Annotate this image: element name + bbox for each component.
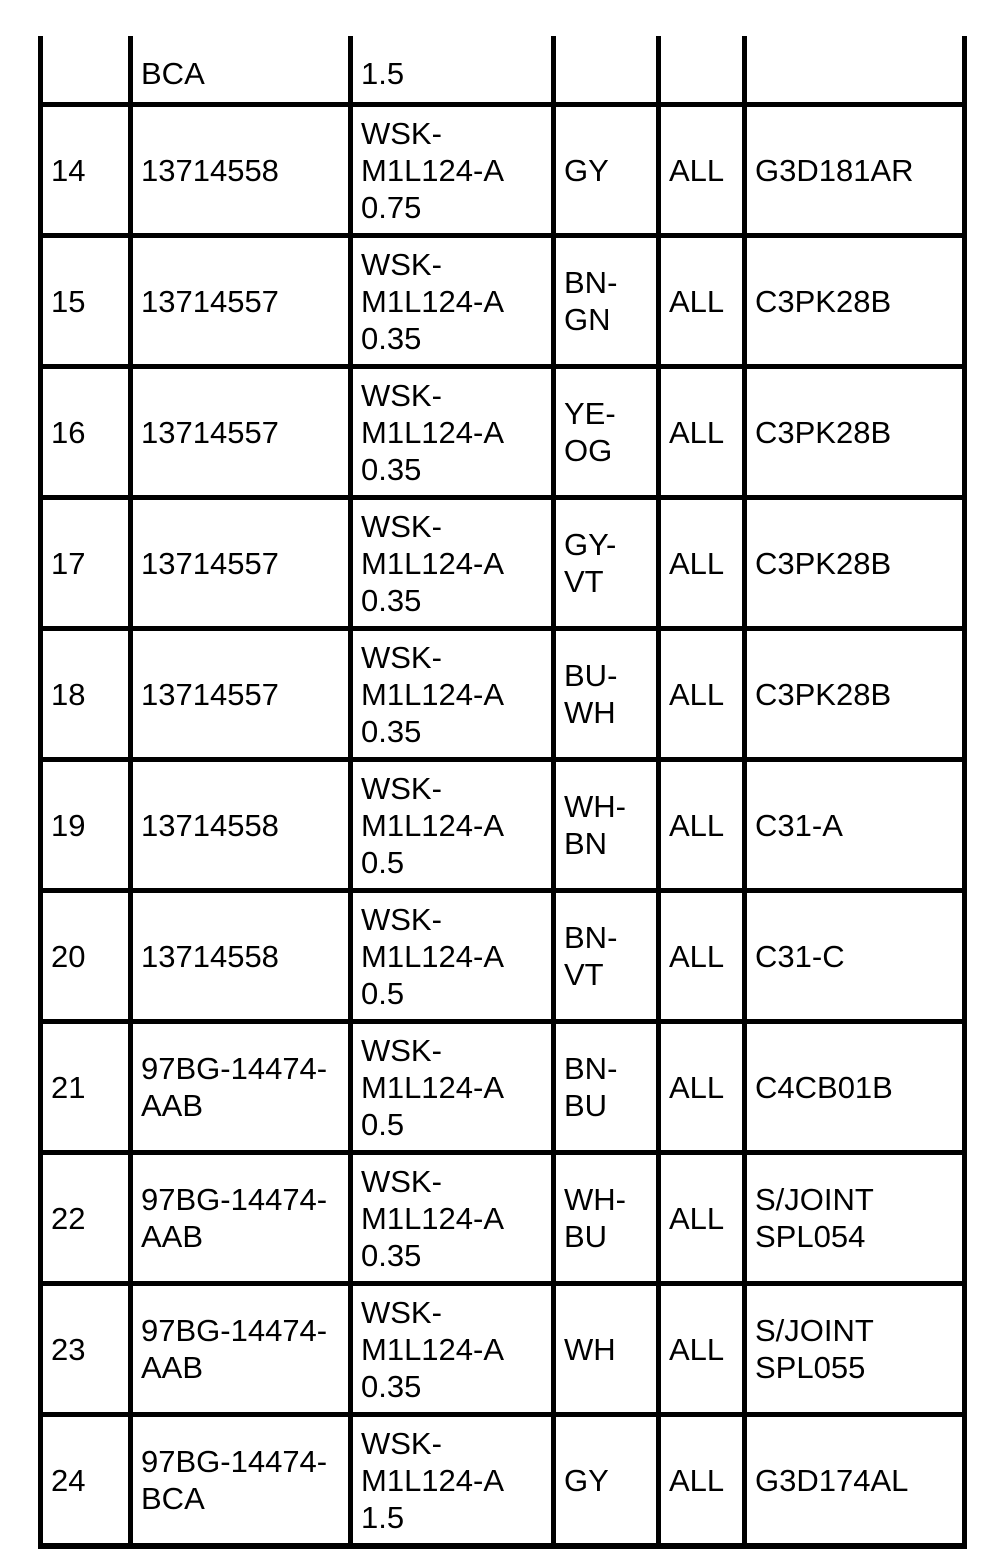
cell-wire-color: BN- VT: [554, 891, 659, 1022]
cell-wire-spec: WSK- M1L124-A 0.5: [351, 760, 554, 891]
cell-option: ALL: [659, 891, 745, 1022]
cell-destination: C31-A: [745, 760, 965, 891]
table-row: [41, 1415, 965, 1547]
table-row: [41, 891, 965, 1022]
cell-part-number: 13714557: [131, 629, 351, 760]
cell-option: ALL: [659, 629, 745, 760]
cell-option: ALL: [659, 1415, 745, 1547]
cell-pin: 17: [41, 498, 131, 629]
table-row: [41, 629, 965, 760]
table-row: [41, 236, 965, 367]
cell-option: ALL: [659, 236, 745, 367]
table-row: [41, 1022, 965, 1153]
cell-part-number: 13714557: [131, 367, 351, 498]
cell-destination: C3PK28B: [745, 367, 965, 498]
cell-destination: S/JOINT SPL054: [745, 1153, 965, 1284]
cell-option: ALL: [659, 760, 745, 891]
cell-part-number: 13714558: [131, 105, 351, 236]
table-row: [41, 498, 965, 629]
cell-part-number: 97BG-14474- AAB: [131, 1153, 351, 1284]
cell-destination: C31-C: [745, 891, 965, 1022]
cell-option: ALL: [659, 367, 745, 498]
cell-wire-color: WH- BU: [554, 1153, 659, 1284]
cell-destination: C3PK28B: [745, 236, 965, 367]
cell-wire-spec: WSK- M1L124-A 0.5: [351, 1022, 554, 1153]
cell-part-number: 13714558: [131, 760, 351, 891]
cell-destination: C3PK28B: [745, 629, 965, 760]
cell-pin: 15: [41, 236, 131, 367]
cell-wire-color: WH: [554, 1284, 659, 1415]
cell-part-number: 97BG-14474- AAB: [131, 1022, 351, 1153]
cell-pin: 24: [41, 1415, 131, 1547]
cell-pin: 22: [41, 1153, 131, 1284]
cell-wire-spec: WSK- M1L124-A 0.35: [351, 1284, 554, 1415]
cell-wire-color: [554, 36, 659, 105]
cell-wire-spec: 1.5: [351, 36, 554, 105]
table-body: [41, 36, 965, 1546]
cell-destination: C4CB01B: [745, 1022, 965, 1153]
cell-wire-color: BN- GN: [554, 236, 659, 367]
cell-pin: 23: [41, 1284, 131, 1415]
cell-wire-color: BN- BU: [554, 1022, 659, 1153]
cell-part-number: BCA: [131, 36, 351, 105]
cell-part-number: 13714557: [131, 498, 351, 629]
cell-wire-color: BU- WH: [554, 629, 659, 760]
cell-wire-color: YE- OG: [554, 367, 659, 498]
cell-option: ALL: [659, 1284, 745, 1415]
cell-option: ALL: [659, 1153, 745, 1284]
cell-wire-color: GY- VT: [554, 498, 659, 629]
cell-wire-spec: WSK- M1L124-A 0.35: [351, 1153, 554, 1284]
cell-wire-color: GY: [554, 1415, 659, 1547]
cell-pin: 20: [41, 891, 131, 1022]
table-row: [41, 105, 965, 236]
cell-part-number: 97BG-14474- AAB: [131, 1284, 351, 1415]
cell-wire-color: GY: [554, 105, 659, 236]
cell-destination: [745, 36, 965, 105]
cell-wire-spec: WSK- M1L124-A 0.35: [351, 629, 554, 760]
cell-wire-spec: WSK- M1L124-A 1.5: [351, 1415, 554, 1547]
cell-pin: 18: [41, 629, 131, 760]
table-row: [41, 367, 965, 498]
cell-part-number: 97BG-14474- BCA: [131, 1415, 351, 1547]
cell-pin: 16: [41, 367, 131, 498]
cell-destination: G3D181AR: [745, 105, 965, 236]
cell-wire-spec: WSK- M1L124-A 0.75: [351, 105, 554, 236]
table-row: [41, 1284, 965, 1415]
cell-wire-spec: WSK- M1L124-A 0.35: [351, 498, 554, 629]
cell-wire-spec: WSK- M1L124-A 0.35: [351, 367, 554, 498]
cell-option: ALL: [659, 498, 745, 629]
cell-option: ALL: [659, 1022, 745, 1153]
cell-destination: G3D174AL: [745, 1415, 965, 1547]
table-row: [41, 1153, 965, 1284]
cell-destination: C3PK28B: [745, 498, 965, 629]
cell-wire-color: WH- BN: [554, 760, 659, 891]
table-row-continued: [41, 36, 965, 105]
cell-part-number: 13714557: [131, 236, 351, 367]
cell-pin: 21: [41, 1022, 131, 1153]
cell-option: [659, 36, 745, 105]
cell-part-number: 13714558: [131, 891, 351, 1022]
cell-pin: [41, 36, 131, 105]
table-row: [41, 760, 965, 891]
connector-pinout-table: [38, 36, 967, 1549]
cell-pin: 19: [41, 760, 131, 891]
cell-wire-spec: WSK- M1L124-A 0.35: [351, 236, 554, 367]
cell-option: ALL: [659, 105, 745, 236]
cell-destination: S/JOINT SPL055: [745, 1284, 965, 1415]
cell-wire-spec: WSK- M1L124-A 0.5: [351, 891, 554, 1022]
cell-pin: 14: [41, 105, 131, 236]
